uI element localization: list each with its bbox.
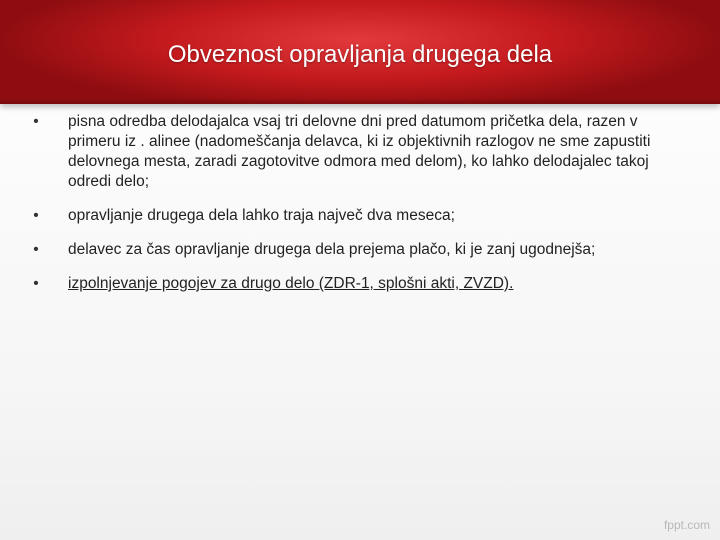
bullet-symbol: • bbox=[33, 207, 39, 224]
slide-title: Obveznost opravljanja drugega dela bbox=[167, 41, 553, 68]
bullet-symbol: • bbox=[33, 241, 39, 258]
bullet-list bbox=[28, 112, 688, 308]
bullet-text: opravljanje drugega dela lahko traja največ dva meseca; bbox=[68, 207, 455, 224]
bullet-text-underlined: izpolnjevanje pogojev za drugo delo (ZDR-1, splošni akti, ZVZD). bbox=[68, 275, 514, 292]
bullet-text: delavec za čas opravljanje drugega dela prejema plačo, ki je zanj ugodnejša; bbox=[68, 241, 596, 258]
bullet-symbol: • bbox=[33, 275, 39, 292]
bullet-symbol: • bbox=[33, 113, 39, 130]
watermark: fppt.com bbox=[663, 518, 710, 532]
list-item bbox=[28, 206, 688, 226]
list-item bbox=[28, 274, 688, 294]
bullet-text-emphasis: delovne bbox=[302, 113, 357, 130]
bullet-text-end: dni pred datumom pričetka dela, razen v primeru iz . alinee (nadomeščanja delavca, ki iz objektivnih razlogov ne sme zapustiti delovnega mesta, zaradi zagotovitve odmora med delom), ko lahko delodajalec takoj odredi delo; bbox=[68, 113, 651, 190]
list-item bbox=[28, 112, 688, 192]
title-banner bbox=[0, 0, 720, 104]
list-item bbox=[28, 240, 688, 260]
bullet-text-start: pisna odredba delodajalca vsaj tri bbox=[68, 113, 303, 130]
